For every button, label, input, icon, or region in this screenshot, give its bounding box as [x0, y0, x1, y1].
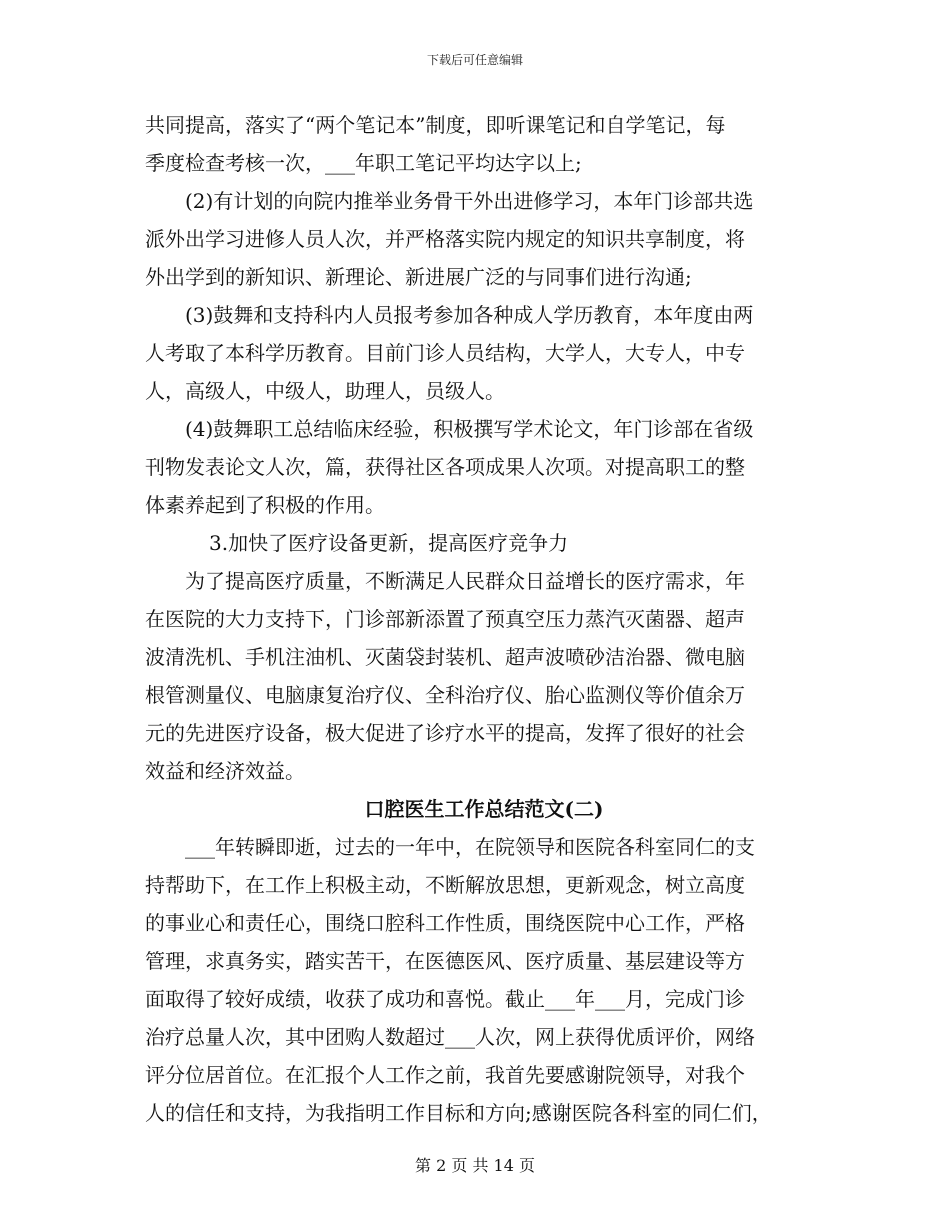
section-title: 口腔医生工作总结范文(二) [364, 797, 604, 821]
text-line: 治疗总量人次，其中团购人数超过___人次，网上获得优质评价，网络 [145, 1025, 755, 1049]
text-line: 共同提高，落实了“两个笔记本”制度，即听课笔记和自学笔记，每 [145, 113, 726, 137]
text-line: 在医院的大力支持下，门诊部新添置了预真空压力蒸汽灭菌器、超声 [145, 607, 745, 631]
text-line: 体素养起到了积极的作用。 [145, 493, 385, 517]
text-line: 的事业心和责任心，围绕口腔科工作性质，围绕医院中心工作，严格 [145, 911, 745, 935]
text-line: 面取得了较好成绩，收获了成功和喜悦。截止___年___月，完成门诊 [145, 987, 745, 1011]
text-line: 派外出学习进修人员人次，并严格落实院内规定的知识共享制度，将 [145, 227, 745, 251]
text-line: 评分位居首位。在汇报个人工作之前，我首先要感谢院领导，对我个 [145, 1063, 745, 1087]
text-line: ___年转瞬即逝，过去的一年中，在院领导和医院各科室同仁的支 [185, 835, 755, 859]
document-body [145, 106, 823, 1132]
page-footer: 第 2 页 共 14 页 [415, 1156, 535, 1175]
page-header: 下载后可任意编辑 [426, 53, 523, 67]
text-line: (2)有计划的向院内推举业务骨干外出进修学习，本年门诊部共选 [185, 189, 754, 213]
text-line: 波清洗机、手机注油机、灭菌袋封装机、超声波喷砂洁治器、微电脑 [145, 645, 745, 669]
text-line: (3)鼓舞和支持科内人员报考参加各种成人学历教育，本年度由两 [185, 303, 754, 327]
text-line: (4)鼓舞职工总结临床经验，积极撰写学术论文，年门诊部在省级 [185, 417, 754, 441]
text-line: 效益和经济效益。 [145, 759, 305, 783]
text-line: 3.加快了医疗设备更新，提高医疗竞争力 [209, 531, 569, 555]
text-line: 为了提高医疗质量，不断满足人民群众日益增长的医疗需求，年 [185, 569, 745, 593]
text-line: 元的先进医疗设备，极大促进了诊疗水平的提高，发挥了很好的社会 [145, 721, 745, 745]
text-line: 管理，求真务实，踏实苦干，在医德医风、医疗质量、基层建设等方 [145, 949, 745, 973]
text-line: 外出学到的新知识、新理论、新进展广泛的与同事们进行沟通; [145, 265, 692, 289]
text-line: 根管测量仪、电脑康复治疗仪、全科治疗仪、胎心监测仪等价值余万 [145, 683, 745, 707]
text-line: 人，高级人，中级人，助理人，员级人。 [145, 379, 505, 403]
text-line: 人考取了本科学历教育。目前门诊人员结构，大学人，大专人，中专 [145, 341, 745, 365]
text-line: 季度检查考核一次，___年职工笔记平均达字以上; [145, 151, 582, 175]
text-line: 刊物发表论文人次，篇，获得社区各项成果人次项。对提高职工的整 [145, 455, 745, 479]
text-line: 人的信任和支持，为我指明工作目标和方向;感谢医院各科室的同仁们， [145, 1101, 772, 1125]
text-line: 持帮助下，在工作上积极主动，不断解放思想，更新观念，树立高度 [145, 873, 745, 897]
